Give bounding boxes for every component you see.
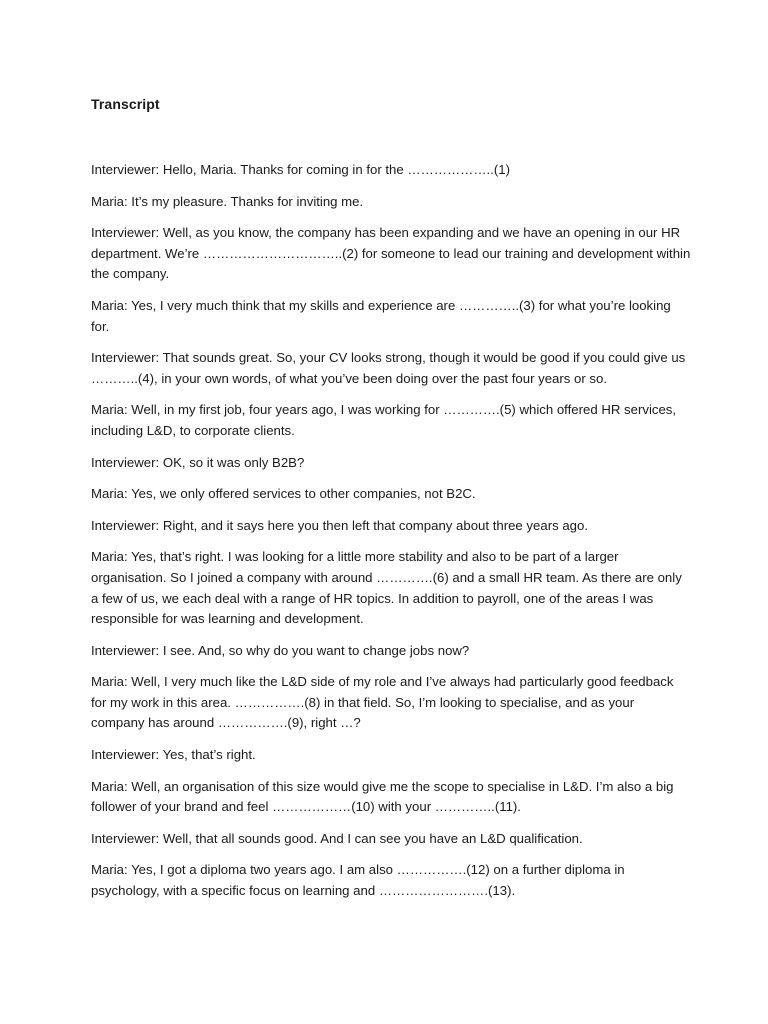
transcript-paragraph: Maria: Well, an organisation of this size would give me the scope to specialise in L&D. I’m also a big follower of your brand and feel ………………(10) with your …………..(11). (91, 778, 674, 815)
transcript-paragraph: Interviewer: Right, and it says here you then left that company about three years ago. (91, 517, 589, 533)
transcript-body (91, 160, 691, 913)
transcript-paragraph: Interviewer: Well, that all sounds good. And I can see you have an L&D qualification. (91, 830, 583, 846)
transcript-paragraph: Maria: Yes, I very much think that my skills and experience are …………..(3) for what you’re looking for. (91, 297, 671, 334)
transcript-paragraph: Maria: It’s my pleasure. Thanks for inviting me. (91, 193, 364, 209)
transcript-paragraph: Interviewer: I see. And, so why do you want to change jobs now? (91, 642, 470, 658)
transcript-paragraph: Maria: Yes, we only offered services to other companies, not B2C. (91, 486, 476, 502)
transcript-paragraph: Maria: Yes, I got a diploma two years ago. I am also …………….(12) on a further diploma in psychology, with a specific focus on learning and …………………….(13). (91, 862, 625, 899)
transcript-paragraph: Interviewer: Well, as you know, the company has been expanding and we have an opening in our HR department. We’re …………………………..(2) for someone to lead our training and development within the company. (91, 225, 691, 282)
transcript-paragraph: Interviewer: That sounds great. So, your CV looks strong, though it would be good if you could give us ………..(4), in your own words, of what you’ve been doing over the past four years or so. (91, 350, 686, 386)
transcript-paragraph: Maria: Yes, that’s right. I was looking for a little more stability and also to be part of a larger organisation. So I joined a company with around ………….(6) and a small HR team. As there are only a few of us, we each deal with a range of HR topics. In addition to payroll, one of the areas I was responsible for was learning and development. (91, 549, 682, 627)
document-title: Transcript (91, 96, 160, 112)
transcript-paragraph: Maria: Well, in my first job, four years ago, I was working for ………….(5) which offered HR services, including L&D, to corporate clients. (91, 402, 677, 438)
transcript-paragraph: Maria: Well, I very much like the L&D side of my role and I’ve always had particularly good feedback for my work in this area. …………….(8) in that field. So, I’m looking to specialise, and as your company has around …………….(9), right …? (91, 674, 674, 731)
transcript-paragraph: Interviewer: Yes, that’s right. (91, 747, 256, 763)
transcript-paragraph: Interviewer: Hello, Maria. Thanks for coming in for the ………………..(1) (91, 162, 510, 177)
transcript-paragraph: Interviewer: OK, so it was only B2B? (91, 454, 305, 470)
